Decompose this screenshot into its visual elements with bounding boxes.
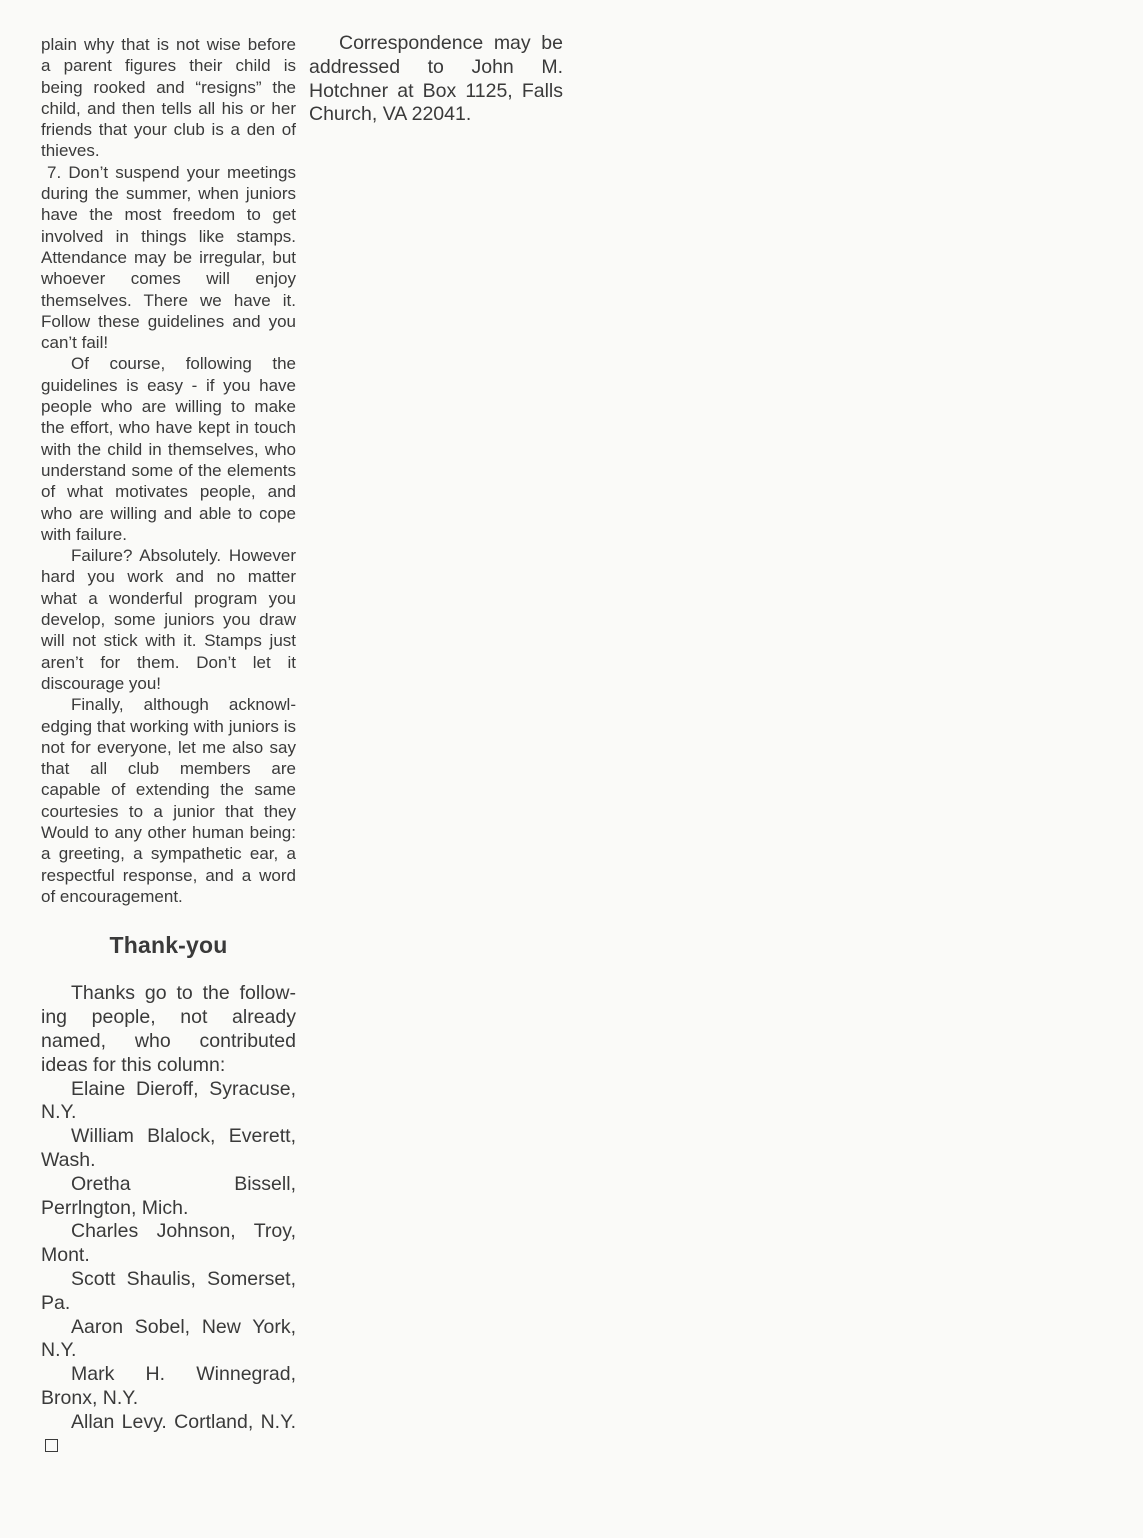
thank-you-name-text: Allan Levy. Cortland, N.Y. [71, 1410, 296, 1433]
thank-you-name: Elaine Dieroff, Syracuse, N.Y. [41, 1077, 296, 1124]
paragraph-5: Finally, although acknowledging that working with juniors is not for everyone, let me also say that all club members are capable of extending the same courtesies to a junior that they Would to any other human being: a greeting, a sympathetic ear, a respectful response, and a word of encouragement. [41, 695, 296, 906]
thank-you-name: Scott Shaulis, Somerset, Pa. [41, 1268, 296, 1314]
paragraph-4: Failure? Absolutely. However hard you work and no matter what a wonderful program you develop, some juniors you draw will not stick with it. Stamps just aren’t for them. Don’t let it discourage you! [41, 546, 296, 693]
paragraph-3: Of course, following the guidelines is easy - if you have people who are willing to make the effort, who have kept in touch with the child in themselves, who understand some of the elements of what motivates people, and who are willing and able to cope with failure. [41, 354, 296, 544]
right-column [309, 32, 563, 127]
correspondence-note: Correspondence may be addressed to John M. Hotchner at Box 1125, Falls Church, VA 22041. [309, 32, 563, 126]
left-column [41, 34, 296, 1458]
thank-you-name: Charles Johnson, Troy, Mont. [41, 1220, 296, 1267]
thank-you-name: William Blalock, Everett, Wash. [41, 1125, 296, 1172]
paragraph-2: 7. Don’t suspend your meetings during the summer, when juniors have the most freedom to get involved in things like stamps. Attendance may be irregular, but whoever comes will enjoy themselves. There we have it. Follow these guidelines and you can’t fail! [41, 162, 296, 353]
thank-you-name: Aaron Sobel, New York, N.Y. [41, 1315, 296, 1362]
thank-you-section [41, 982, 296, 1458]
paragraph-1: plain why that is not wise before a parent figures their child is being rooked and “resigns” the child, and then tells all his or her friends that your club is a den of thieves. [41, 35, 296, 161]
thank-you-name: Mark H. Winnegrad, Bronx, N.Y. [41, 1363, 296, 1410]
thank-you-name-last [41, 1411, 296, 1459]
thank-you-intro: Thanks go to the following people, not already named, who contributed ideas for this column: [41, 982, 296, 1076]
thank-you-heading: Thank-you [109, 932, 228, 959]
end-of-article-box-icon [45, 1439, 58, 1452]
thank-you-name: Oretha Bissell, Perrlngton, Mich. [41, 1172, 296, 1219]
